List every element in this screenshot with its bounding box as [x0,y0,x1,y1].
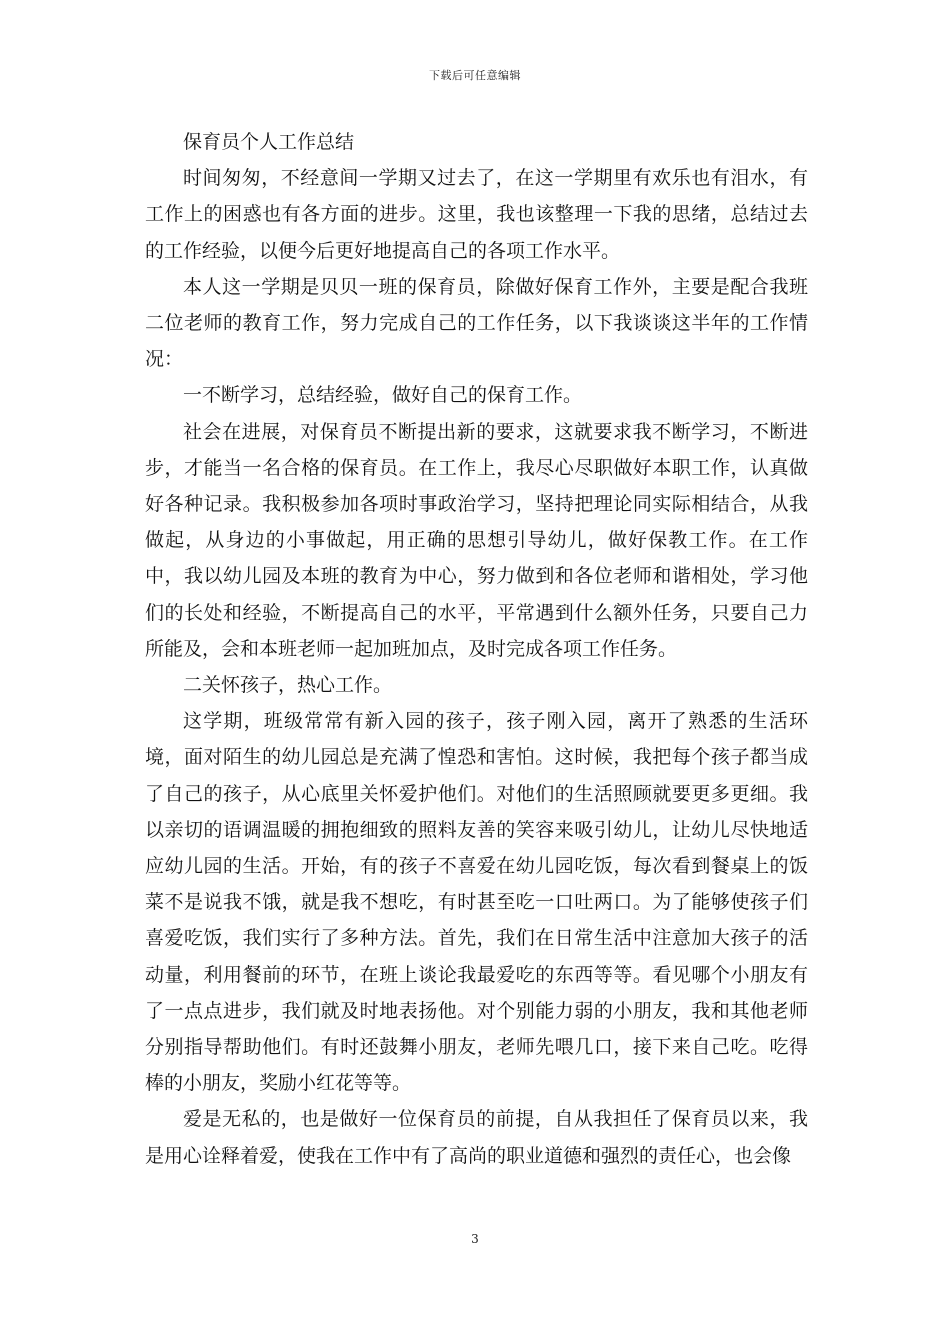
paragraph-section-1: 社会在进展，对保育员不断提出新的要求，这就要求我不断学习，不断进步，才能当一名合格的保育员。在工作上，我尽心尽职做好本职工作，认真做好各种记录。我积极参加各项时事政治学习，坚持把理论同实际相结合，从我做起，从身边的小事做起，用正确的思想引导幼儿，做好保教工作。在工作中，我以幼儿园及本班的教育为中心，努力做到和各位老师和谐相处，学习他们的长处和经验，不断提高自己的水平，平常遇到什么额外任务，只要自己力所能及，会和本班老师一起加班加点，及时完成各项工作任务。 [145,420,808,660]
paragraph-section-2: 这学期，班级常常有新入园的孩子，孩子刚入园，离开了熟悉的生活环境，面对陌生的幼儿园总是充满了惶恐和害怕。这时候，我把每个孩子都当成了自己的孩子，从心底里关怀爱护他们。对他们的生活照顾就要更多更细。我以亲切的语调温暖的拥抱细致的照料友善的笑容来吸引幼儿，让幼儿尽快地适应幼儿园的生活。开始，有的孩子不喜爱在幼儿园吃饭，每次看到餐桌上的饭菜不是说我不饿，就是我不想吃，有时甚至吃一口吐两口。为了能够使孩子们喜爱吃饭，我们实行了多种方法。首先，我们在日常生活中注意加大孩子的活动量，利用餐前的环节，在班上谈论我最爱吃的东西等等。看见哪个小朋友有了一点点进步，我们就及时地表扬他。对个别能力弱的小朋友，我和其他老师分别指导帮助他们。有时还鼓舞小朋友，老师先喂几口，接下来自己吃。吃得棒的小朋友，奖励小红花等等。 [145,710,808,1095]
paragraph-intro: 时间匆匆，不经意间一学期又过去了，在这一学期里有欢乐也有泪水，有工作上的困惑也有各方面的进步。这里，我也该整理一下我的思绪，总结过去的工作经验，以便今后更好地提高自己的各项工作水平。 [145,167,808,262]
section-heading-1: 一不断学习，总结经验，做好自己的保育工作。 [183,384,583,407]
document-body [145,124,808,1174]
section-heading-2: 二关怀孩子，热心工作。 [183,674,393,697]
document-title: 保育员个人工作总结 [183,131,355,153]
paragraph-role: 本人这一学期是贝贝一班的保育员，除做好保育工作外，主要是配合我班二位老师的教育工作，努力完成自己的工作任务，以下我谈谈这半年的工作情况： [145,275,808,371]
page-header-note: 下载后可任意编辑 [429,69,521,82]
paragraph-love: 爱是无私的，也是做好一位保育员的前提，自从我担任了保育员以来，我是用心诠释着爱，使我在工作中有了高尚的职业道德和强烈的责任心，也会像 [145,1108,808,1167]
page-number: 3 [471,1232,479,1246]
